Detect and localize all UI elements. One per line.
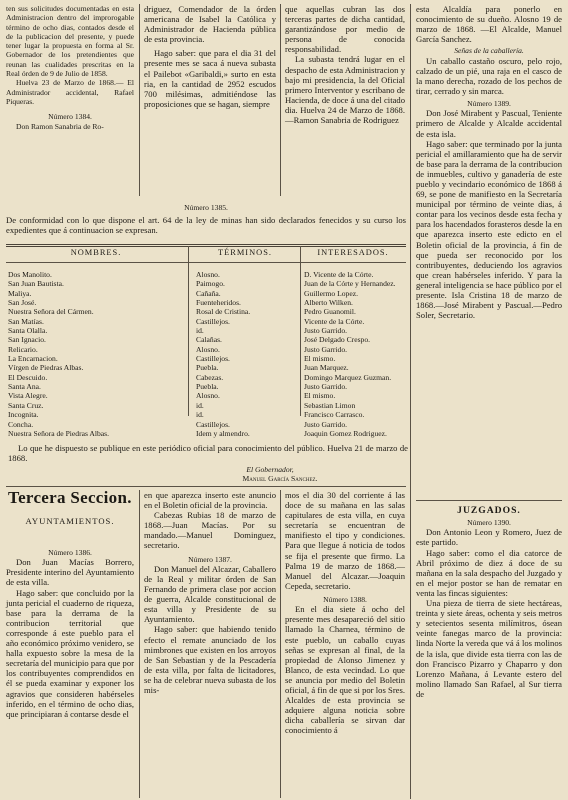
nombre-cell: Incognita.: [8, 410, 39, 420]
column-rule: [139, 490, 140, 798]
nombre-cell: San José.: [8, 298, 37, 308]
termino-cell: Idem y almendro.: [196, 428, 250, 438]
interesado-cell: Justo Garrido.: [304, 419, 348, 429]
header-nombres: NOMBRES.: [70, 248, 122, 257]
section-subtitle: AYUNTAMIENTOS.: [25, 516, 115, 526]
nombre-cell: La Encarnacion.: [8, 354, 58, 364]
horse-description: Un caballo castaño oscuro, pelo rojo, calzado de un pié, una raja en el casco de la mano derecha, rozado de los pechos de tirar, cerrado y sin marca.: [416, 55, 562, 96]
notice-number-1387: Número 1387.: [188, 554, 232, 564]
column-rule: [139, 4, 140, 196]
interesado-cell: El mismo.: [304, 354, 336, 364]
interesado-cell: Justo Garrido.: [304, 344, 348, 354]
table-top-rule: [6, 244, 406, 247]
col2-text-a: driguez, Comendador de la órden americana de Isabel la Católica y Administrador de Hacienda pública de esta provincia.: [144, 4, 276, 45]
termino-cell: id.: [196, 400, 204, 410]
notice-number-1386: Número 1386.: [48, 548, 92, 557]
column-4: [416, 4, 562, 320]
termino-cell: Alosno.: [196, 391, 220, 401]
mines-closing: Lo que he dispuesto se publique en este periódico oficial para conocimiento del público. Huelva 21 de marzo de 1868.: [8, 443, 408, 464]
nombre-cell: San Juan Bautista.: [8, 279, 64, 289]
termino-cell: Alosno.: [196, 270, 220, 279]
column-4-bottom: [416, 506, 562, 699]
terminos-column: [196, 270, 296, 438]
interesado-cell: Francisco Carrasco.: [304, 410, 365, 420]
nombre-cell: Santa Olalla.: [8, 326, 48, 336]
column-1-bottom: [6, 548, 134, 719]
col2-bottom-text-d: Hago saber: que habiendo tenido efecto el remate anunciado de los mimbrones que existen en los arroyos de San Sebastian y de la Pescadería de esta villa, por falta de licitadores, se ha de celebrar nueva subasta de los mis-: [144, 624, 276, 695]
interesado-cell: Pedro Guanomil.: [304, 307, 356, 317]
interesado-cell: D. Vicente de la Córte.: [304, 270, 374, 279]
interesado-cell: Juan de la Córte y Hernandez.: [304, 279, 396, 289]
col3-bottom-text-a: mos el dia 30 del corriente á las doce de su mañana en las salas capitulares de esta villa, en cuya secretaría se encuentran de manifiesto el tipo y condiciones. Para que llegue á noticia de todos se fija el presente que firmo. La Palma 19 de marzo de 1868.—Manuel del Alcazar.—Joaquin Cepeda, secretario.: [285, 490, 405, 591]
termino-cell: Alosno.: [196, 344, 220, 354]
termino-cell: Castillejos.: [196, 316, 230, 326]
nombre-cell: Santa Ana.: [8, 382, 41, 392]
col1-text-b: Huelva 23 de Marzo de 1868.— El Administrador accidental, Rafael Piqueras.: [6, 78, 134, 106]
termino-cell: Rosal de Cristina.: [196, 307, 251, 317]
notice-number-1388: Número 1388.: [323, 594, 367, 604]
col1-bottom-text-a: Don Juan Macías Borrero, Presidente interino del Ayuntamiento de esta villa.: [6, 557, 134, 588]
column-2-top: [144, 4, 276, 109]
termino-cell: Castillejos.: [196, 354, 230, 364]
col3-text-a: que aquellas cubran las dos terceras partes de dicha cantidad, garantizándose por medio de persona de conocida responsabilidad.: [285, 4, 405, 55]
interesados-column: [304, 270, 408, 438]
col4-bottom-text-c: Una pieza de tierra de siete hectáreas, treinta y siete áreas, ochenta y seis metros y setecientos sesenta milímitros, ósean veinte fanegas marco de la provincia: linda Norte la vereda que vá á los molinos de la isla, que divide esta tierra con las de don Francisco Pizarro y Chaparro y don Lorenzo Mañana, á Levante estero del molino llamado San Rafael, al Sur tierra de: [416, 598, 562, 699]
nombre-cell: Vírgen de Piedras Albas.: [8, 363, 84, 373]
col2-text-b: Hago saber: que para el dia 31 del presente mes se saca á nueva subasta el Pailebot «Garibaldi,» surto en esta ria, en la cantidad de 2952 escudos 700 milésimas, admitiéndose las proposiciones que se hagan, siempre: [144, 48, 276, 109]
column-3-top: [285, 4, 405, 125]
termino-cell: Fuenteheridos.: [196, 298, 241, 308]
horse-description-heading: Señas de la caballería.: [454, 46, 524, 56]
col1-text-a: ten sus solicitudes documentadas en esta Administracion dentro del improrogable término de ocho dias, contados desde el de la publicacion del presente, y puede tener lugar la propuesta en forma al Sr. Gobernador de los pretendientes que reunan las cualidades prescritas en la Real órden de 9 de Julio de 1858.: [6, 4, 134, 79]
col4-text-c: Don José Mirabent y Pascual, Teniente primero de Alcalde y Alcalde accidental de esta isla.: [416, 108, 562, 139]
column-3-bottom: [285, 490, 405, 735]
nombre-cell: Maliya.: [8, 288, 32, 298]
nombre-cell: San Ignacio.: [8, 335, 46, 345]
termino-cell: Puebla.: [196, 363, 219, 373]
table-column-rule: [188, 246, 189, 416]
nombre-cell: Santa Cruz.: [8, 400, 44, 410]
col4-bottom-text-a: Don Antonio Leon y Romero, Juez de este partido.: [416, 527, 562, 548]
interesado-cell: Domingo Marquez Guzman.: [304, 372, 392, 382]
column-rule: [280, 4, 281, 196]
notice-number-1385: Número 1385.: [184, 203, 228, 212]
interesado-cell: Sebastian Limon: [304, 400, 356, 410]
notice-number-1389: Número 1389.: [467, 99, 511, 109]
termino-cell: Cabezas.: [196, 372, 224, 382]
interesado-cell: José Delgado Crespo.: [304, 335, 371, 345]
termino-cell: Cañaña.: [196, 288, 221, 298]
notice-number-1390: Número 1390.: [467, 518, 511, 528]
nombre-cell: San Matías.: [8, 316, 44, 326]
header-terminos: TÉRMINOS.: [218, 248, 272, 257]
col3-bottom-text-b: En el dia siete á ocho del presente mes desapareció del sitio llamado la Charnea, término de este pueblo, un caballo cuyas señas se expresan al final, de la propiedad de Alonso Jimenez y Blanco, de esta vecindad. Lo que se anuncia por medio del Boletin oficial, á fin de que si por los Sres. Alcaldes de esta provincia se adquiere alguna noticia sobre dicha caballería se sirvan dar conocimiento á: [285, 604, 405, 736]
interesado-cell: Justo Garrido.: [304, 382, 348, 392]
interesado-cell: Alberto Wilken.: [304, 298, 353, 308]
section-rule: [6, 486, 406, 487]
nombre-cell: Relicario.: [8, 344, 38, 354]
interesado-cell: Joaquin Gomez Rodriguez.: [304, 428, 387, 438]
interesado-cell: El mismo.: [304, 391, 336, 401]
col2-bottom-text-a: en que aparezca inserto este anuncio en el Boletin oficial de la provincia.: [144, 490, 276, 511]
nombre-cell: Nuestra Señora de Piedras Albas.: [8, 428, 110, 438]
termino-cell: Puebla.: [196, 382, 219, 392]
interesado-cell: Vicente de la Córte.: [304, 316, 365, 326]
termino-cell: Calañas.: [196, 335, 222, 345]
nombre-cell: Concha.: [8, 419, 34, 429]
notice-number-1384: Número 1384.: [48, 112, 92, 122]
juzgados-rule: [416, 500, 562, 501]
mines-intro: De conformidad con lo que dispone el art. 64 de la ley de minas han sido declarados fenecidos y su curso los expedientes que á continuacion se expresan.: [6, 215, 406, 236]
col3-text-b: La subasta tendrá lugar en el despacho de esta Administracion y bajo mi presidencia, la del Oficial primero Interventor y escribano de Hacienda, de doce á una del citado dia. Huelva 24 de Marzo de 1868.—Ramon Sanabria de Rodriguez: [285, 54, 405, 126]
interesado-cell: Guillermo Lopez.: [304, 288, 358, 298]
header-interesados: INTERESADOS.: [317, 248, 389, 257]
nombre-cell: Vista Alegre.: [8, 391, 48, 401]
column-1-top: [6, 4, 134, 131]
juzgados-heading: JUZGADOS.: [457, 505, 521, 516]
section-title: Tercera Seccion.: [8, 488, 132, 507]
nombre-cell: Dos Manolito.: [8, 270, 52, 279]
termino-cell: Castillejos.: [196, 419, 230, 429]
col1-signer: Don Ramon Sanabria de Ro-: [16, 121, 104, 131]
termino-cell: id.: [196, 326, 204, 336]
column-2-bottom: [144, 490, 276, 695]
column-rule: [410, 4, 411, 799]
governor-title: El Gobernador,: [246, 465, 294, 474]
nombre-cell: El Descuido.: [8, 372, 48, 382]
nombre-cell: Nuestra Señora del Cármen.: [8, 307, 94, 317]
column-rule: [280, 490, 281, 798]
col1-bottom-text-b: Hago saber: que concluido por la junta pericial el cuaderno de riqueza, base para la derrama de la contribucion territorial que corresponde á este pueblo para el año económico próximo venidero, se halla expuesto sobre la mesa de la secretaría del municipio para que por los contribuyentes comprendidos en él se pueda examinar y exponer los agravios que consideren habérseles inferido, en el término de ocho dias, que principiaran á contarse desde el: [6, 587, 134, 719]
termino-cell: id.: [196, 410, 204, 420]
nombres-column: [8, 270, 186, 438]
col4-text-a: esta Alcaldía para ponerlo en conocimiento de su dueño. Alosno 19 de marzo de 1868. —El Alcalde, Manuel García Sanchez.: [416, 4, 562, 45]
col2-bottom-text-c: Don Manuel del Alcazar, Caballero de la Real y militar órden de San Fernando de primera clase por accion de guerra, Alcalde constitucional de esta villa y Presidente de su Ayuntamiento.: [144, 563, 276, 625]
governor-name: Manuel García Sanchez.: [242, 474, 318, 483]
interesado-cell: Juan Marquez.: [304, 363, 349, 373]
table-column-rule: [300, 246, 301, 416]
termino-cell: Paimogo.: [196, 279, 225, 289]
table-header-rule: [6, 262, 406, 263]
col2-bottom-text-b: Cabezas Rubias 18 de marzo de 1868.—Juan Macías. Por su mandado.—Manuel Dominguez, secretario.: [144, 510, 276, 551]
col4-bottom-text-b: Hago saber: como el dia catorce de Abril próximo de diez á doce de su mañana en la sala despacho del Juzgado y en el mejor postor se han de rematar en venta las fincas siguientes:: [416, 547, 562, 598]
interesado-cell: Justo Garrido.: [304, 326, 348, 336]
col4-text-d: Hago saber: que terminado por la junta pericial el amillaramiento que ha de servir de base para la derrama de la contribucion de inmuebles, cultivo y ganadería de este pueblo y vecindario económico de 1868 á 69, se pone de manifiesto en la Secretaría municipal por término de veinte dias, á contar para los vecinos desde esta fecha y para los hacendados forasteros desde la en que aparezca inserto este edicto en el Boletin oficial de la provincia, á fin de que pueda ser reconocido por los contribuyentes, deduciendo los agravios que crean habérseles inferido. Y para la general inteligencia se hace público por el presente. Isla Cristina 18 de marzo de 1868.—José Mirabent y Pascual.—Pedro Soler, Secretario.: [416, 138, 562, 321]
